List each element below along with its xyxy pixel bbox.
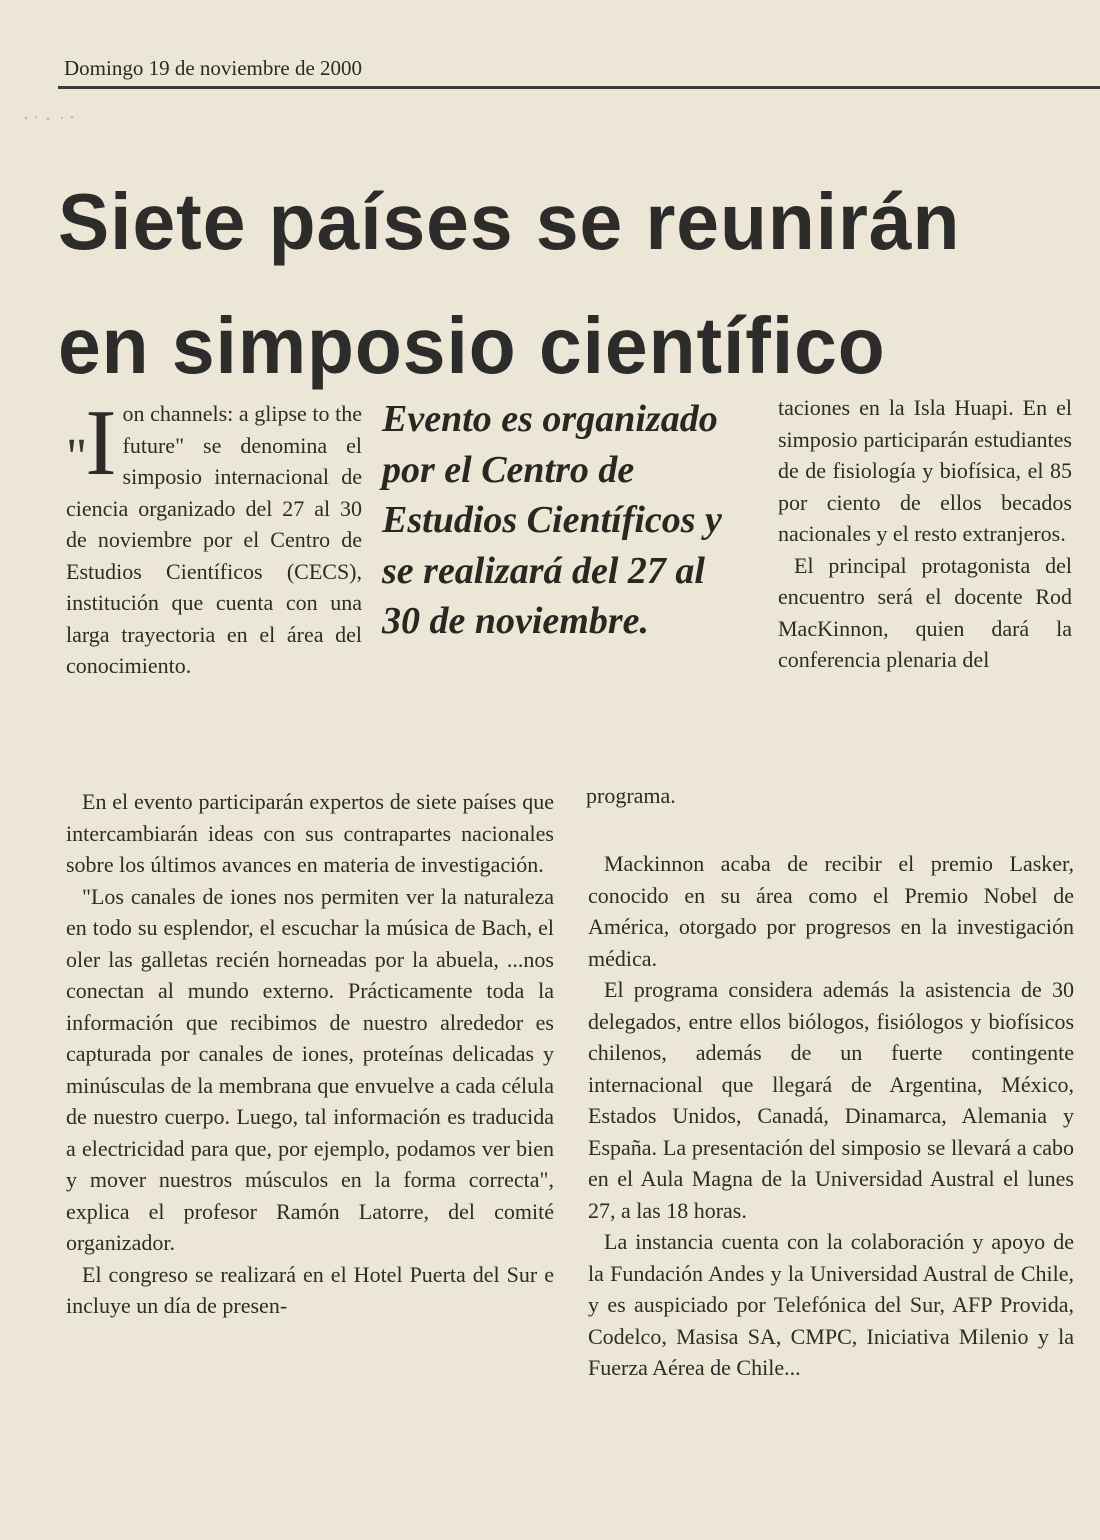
print-smudge bbox=[20, 112, 80, 124]
paragraph: El programa considera además la asistencia de 30 delegados, entre ellos biólogos, fisiólogos y biofísicos chilenos, además de un fuerte contingente internacional que llegará de Argentina, México, Estados Unidos, Canadá, Dinamarca, Alemania y España. La presentación del simposio se llevará a cabo en el Aula Magna de la Universidad Austral el lunes 27, a las 18 horas. bbox=[588, 977, 1074, 1223]
opening-quote-mark: " bbox=[66, 429, 86, 486]
column-right-top bbox=[778, 392, 1072, 676]
dropcap-letter: I bbox=[85, 391, 117, 495]
paragraph: El congreso se realizará en el Hotel Puerta del Sur e incluye un día de presen- bbox=[66, 1261, 554, 1318]
dropcap-block bbox=[66, 391, 117, 495]
paragraph: "Los canales de iones nos permiten ver la naturaleza en todo su esplendor, el escuchar la música de Bach, el oler las galletas recién horneadas por la abuela, ...nos conectan al mundo externo. Prácticamente toda la información que recibimos de nuestro alrededor es capturada por canales de iones, proteínas delicadas y minúsculas de la membrana que envuelve a cada célula de nuestro cuerpo. Luego, tal información es traducida a electricidad para que, por ejemplo, podamos ver bien y mover nuestros músculos en la forma correcta", explica el profesor Ramón Latorre, del comité organizador. bbox=[66, 883, 554, 1255]
lead-paragraph-block bbox=[66, 391, 362, 682]
paragraph: La instancia cuenta con la colaboración y apoyo de la Fundación Andes y la Universidad Austral de Chile, y es auspiciado por Telefónica del Sur, AFP Provida, Codelco, Masisa SA, CMPC, Iniciativa Milenio y la Fuerza Aérea de Chile... bbox=[588, 1229, 1074, 1380]
paragraph: En el evento participarán expertos de siete países que intercambiarán ideas con sus contrapartes nacionales sobre los últimos avances en materia de investigación. bbox=[66, 789, 554, 877]
headline-line-1: Siete países se reunirán bbox=[58, 177, 961, 266]
paragraph: taciones en la Isla Huapi. En el simposio participarán estudiantes de de fisiología y biofísica, el 85 por ciento de ellos becados nacionales y el resto extranjeros. bbox=[778, 395, 1072, 546]
headline bbox=[58, 160, 1056, 408]
column-right-top-tail: programa. bbox=[586, 783, 676, 808]
column-right bbox=[588, 848, 1074, 1384]
headline-line-2: en simposio científico bbox=[58, 301, 886, 390]
paragraph: El principal protagonista del encuentro será el docente Rod MacKinnon, quien dará la conferencia plenaria del bbox=[778, 552, 1072, 672]
header-rule bbox=[58, 86, 1100, 89]
dateline: Domingo 19 de noviembre de 2000 bbox=[64, 56, 363, 80]
pull-quote: Evento es organizado por el Centro de Estudios Científicos y se realizará del 27 al 30 de noviembre. bbox=[382, 398, 722, 642]
lead-paragraph: on channels: a glipse to the future" se denomina el simposio internacional de ciencia organizado del 27 al 30 de noviembre por el Centro de Estudios Científicos (CECS), institución que cuenta con una larga trayectoria en el área del conocimiento. bbox=[66, 401, 362, 678]
column-left bbox=[66, 786, 554, 1322]
paragraph: Mackinnon acaba de recibir el premio Lasker, conocido en su área como el Premio Nobel de América, otorgado por progresos en la investigación médica. bbox=[588, 851, 1074, 971]
